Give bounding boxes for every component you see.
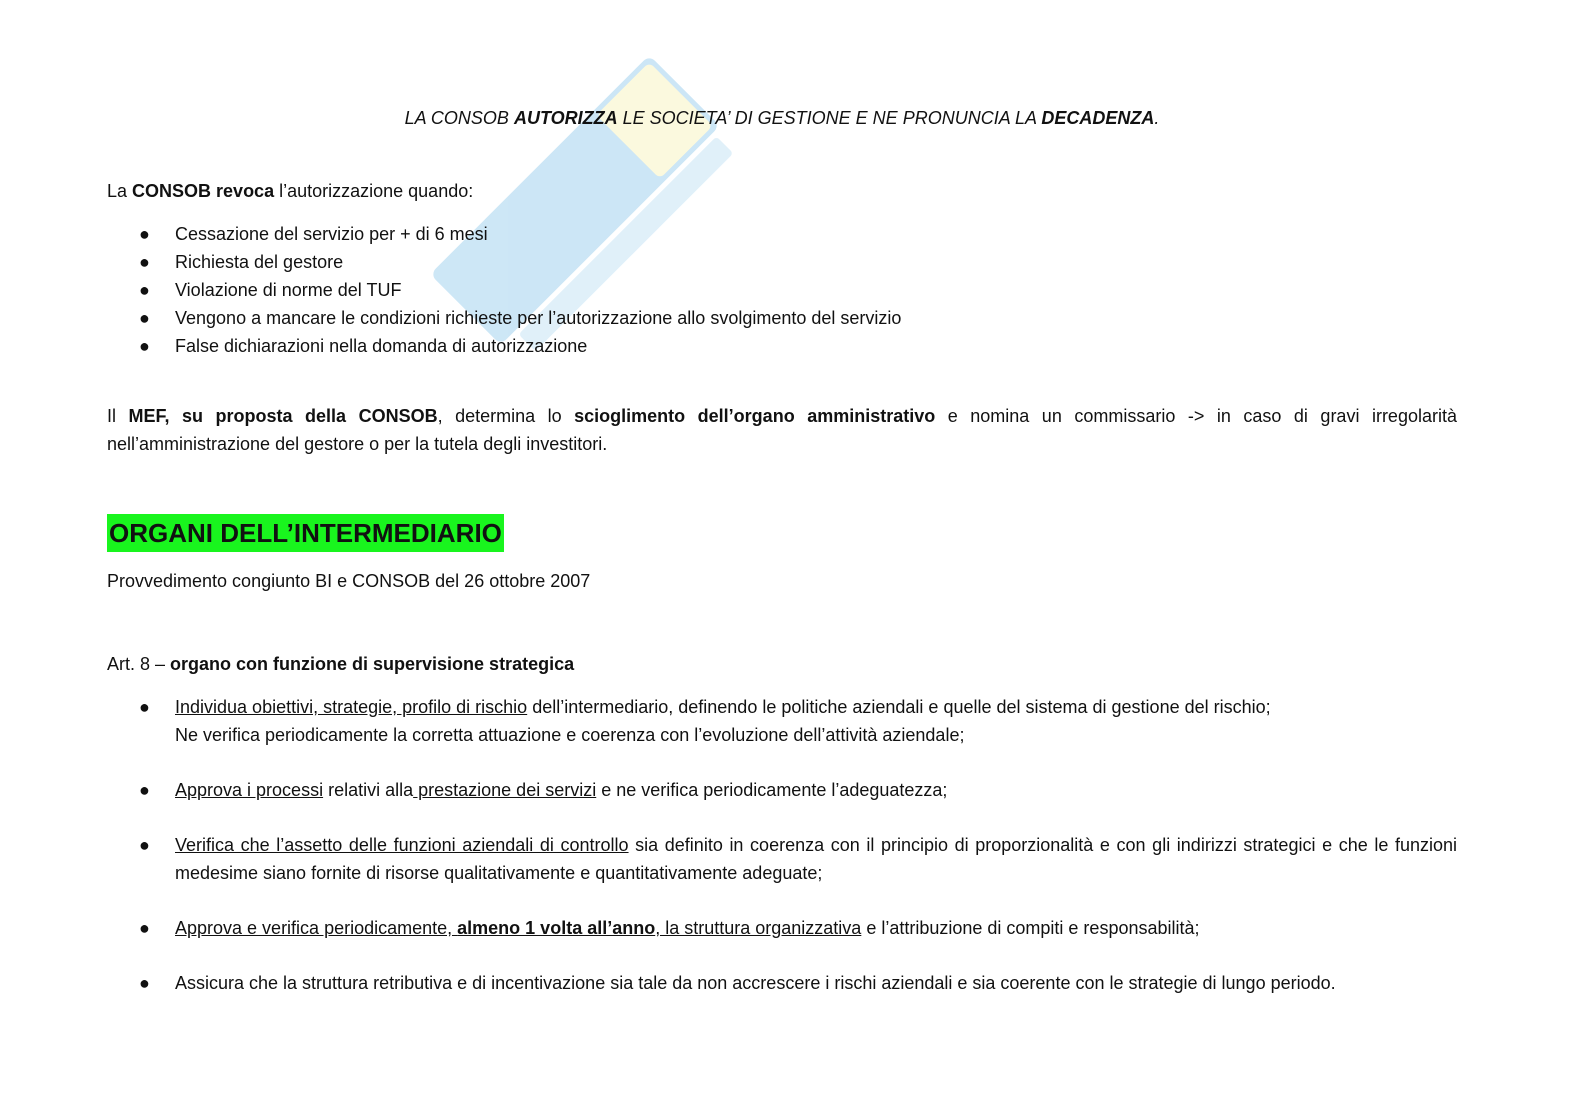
intro-text: l’autorizzazione quando: [274, 181, 474, 201]
list-item [107, 248, 1457, 276]
list-item [107, 914, 1457, 942]
bullet-icon: ● [139, 973, 150, 993]
underlined-bold-text: almeno 1 volta all’anno [457, 918, 656, 938]
list-item [107, 304, 1457, 332]
bullet-icon: ● [139, 308, 150, 328]
underlined-text: Approva e verifica periodicamente, [175, 918, 458, 938]
list-item [107, 332, 1457, 360]
provvedimento-line: Provvedimento congiunto BI e CONSOB del 26 ottobre 2007 [107, 571, 591, 591]
list-item [107, 969, 1457, 997]
bullet-icon: ● [139, 336, 150, 356]
list-item-text: relativi alla [323, 780, 414, 800]
list-item [107, 693, 1457, 749]
bullet-icon: ● [139, 780, 150, 800]
list-item-text: e l’attribuzione di compiti e responsabilità; [861, 918, 1200, 938]
bullet-icon: ● [139, 918, 150, 938]
header-text: LA CONSOB [404, 108, 514, 128]
bullet-icon: ● [139, 252, 150, 272]
art-bold: organo con funzione di supervisione strategica [170, 654, 575, 674]
paragraph-text: , determina lo [437, 406, 575, 426]
art-text: Art. 8 – [107, 654, 171, 674]
list-item-text: e ne verifica periodicamente l’adeguatezza; [596, 780, 948, 800]
intro-bold: CONSOB revoca [132, 181, 275, 201]
paragraph-bold: scioglimento dell’organo amministrativo [574, 406, 936, 426]
list-item-text: Assicura che la struttura retributiva e di incentivazione sia tale da non accrescere i rischi aziendali e sia coerente con le strategie di lungo periodo. [175, 973, 1336, 993]
list-item-text: False dichiarazioni nella domanda di autorizzazione [175, 336, 588, 356]
list-item-text: dell’intermediario, definendo le politiche aziendali e quelle del sistema di gestione del rischio; [527, 697, 1271, 717]
art8-list [107, 693, 1457, 1024]
list-item [107, 776, 1457, 804]
list-item [107, 831, 1457, 887]
underlined-text: , la struttura organizzativa [655, 918, 862, 938]
paragraph-text: Il [107, 406, 129, 426]
list-item-text: Violazione di norme del TUF [175, 280, 402, 300]
paragraph-text: e nomina un commissario -> in caso di gravi irregolarità nell’amministrazione del gestore o per la tutela degli investitori. [107, 406, 1457, 454]
underlined-text: Approva i processi [175, 780, 324, 800]
list-item-text: Ne verifica periodicamente la corretta attuazione e coerenza con l’evoluzione dell’attività aziendale; [175, 725, 965, 745]
paragraph-bold: MEF, su proposta della CONSOB [128, 406, 438, 426]
list-item-text: Richiesta del gestore [175, 252, 344, 272]
list-item-text: Vengono a mancare le condizioni richieste per l’autorizzazione allo svolgimento del servizio [175, 308, 902, 328]
mef-paragraph [107, 402, 1457, 458]
list-item [107, 220, 1457, 248]
bullet-icon: ● [139, 835, 150, 855]
consob-header-line [107, 104, 1457, 132]
header-bold-autorizza: AUTORIZZA [513, 108, 618, 128]
bullet-icon: ● [139, 224, 150, 244]
header-text: LE SOCIETA’ DI GESTIONE E NE PRONUNCIA LA [617, 108, 1042, 128]
underlined-text: Verifica che l’assetto delle funzioni aziendali di controllo [175, 835, 629, 855]
section-heading: ORGANI DELL’INTERMEDIARIO [107, 514, 504, 552]
list-item-text: sia definito in coerenza con il principio di proporzionalità e con gli indirizzi strategici e che le funzioni medesime siano fornite di risorse qualitativamente e quantitativamente adeguate; [175, 835, 1457, 883]
underlined-text: Individua obiettivi, strategie, profilo di rischio [175, 697, 528, 717]
revoca-list [107, 220, 1457, 360]
revoca-intro [107, 177, 473, 205]
header-text: . [1154, 108, 1160, 128]
intro-text: La [107, 181, 133, 201]
bullet-icon: ● [139, 697, 150, 717]
art8-heading [107, 650, 574, 678]
header-bold-decadenza: DECADENZA [1041, 108, 1155, 128]
list-item [107, 276, 1457, 304]
bullet-icon: ● [139, 280, 150, 300]
underlined-text: prestazione dei servizi [413, 780, 597, 800]
list-item-text: Cessazione del servizio per + di 6 mesi [175, 224, 488, 244]
